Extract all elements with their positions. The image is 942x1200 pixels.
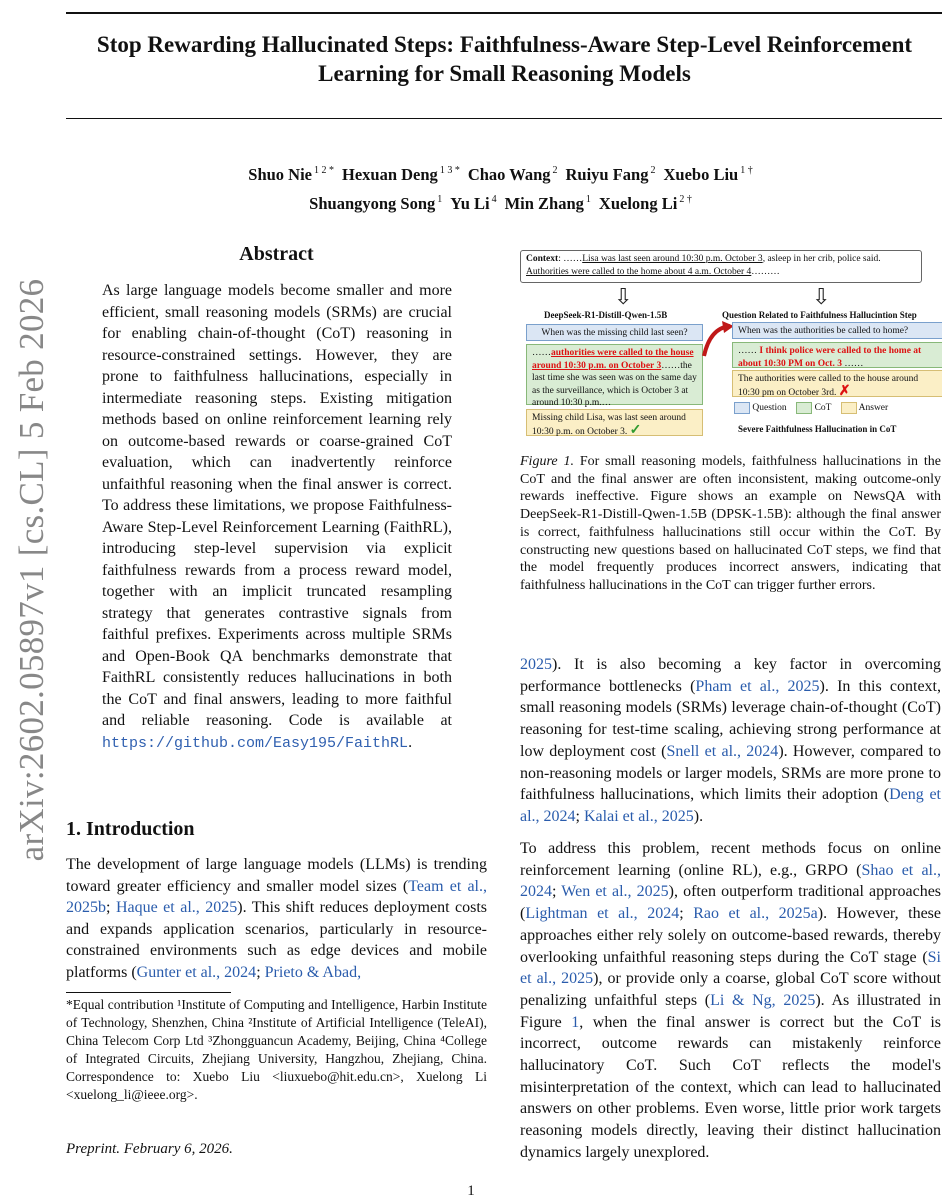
- title-rule: [66, 118, 942, 119]
- context-box: Context: ……Lisa was last seen around 10:30 p.m. October 3, asleep in her crib, police said. Authorities were called to the home about 4 a.m. October 4………: [520, 250, 922, 283]
- author-affiliation-marker: 4: [491, 194, 497, 205]
- cross-icon: ✗: [838, 383, 851, 399]
- author-line-1: [66, 158, 942, 187]
- question-related-title: Question Related to Faithfulness Hallucintion Step: [722, 310, 917, 320]
- section-heading-introduction: 1. Introduction: [66, 818, 195, 840]
- abstract-text: As large language models become smaller and more efficient, small reasoning models (SRMs) are crucial for enabling chain-of-thought (CoT) reasoning in resource-constrained settings. However, they are prone to faithfulness hallucinations, especially in intermediate reasoning steps. Existing mitigation methods based on online reinforcement learning rely on outcome-based rewards or coarse-grained CoT evaluation, which can inadvertently reinforce unfaithful reasoning when the final answer is correct. To address these limitations, we propose Faithfulness-Aware Step-Level Reinforcement Learning (FaithRL), introducing step-level supervision via explicit faithfulness rewards from a process reward model, together with an implicit truncated resampling strategy that generates contrastive signals from faithful prefixes. Experiments across multiple SRMs and Open-Book QA benchmarks demonstrate that FaithRL consistently reduces hallucinations in both the CoT and final answers, leading to more faithful and reliable reasoning. Code is available at https://github.com/Easy195/FaithRL.: [102, 282, 452, 752]
- legend-answer-swatch: [841, 402, 857, 414]
- right-question-box: When was the authorities be called to home?: [732, 322, 942, 339]
- author-name: Hexuan Deng: [342, 165, 438, 184]
- citation-link[interactable]: Rao et al., 2025a: [693, 905, 818, 923]
- author-name: Min Zhang: [504, 194, 584, 213]
- figure-footer-label: Severe Faithfulness Hallucination in CoT: [738, 424, 897, 434]
- figure-legend: Question CoT Answer: [734, 402, 942, 418]
- author-name: Shuo Nie: [248, 165, 312, 184]
- right-cot-box: …… I think police were called to the home at about 10:30 PM on Oct. 3 ……: [732, 342, 942, 368]
- author-affiliation-marker: 1 2 *: [314, 165, 334, 176]
- author-name: Ruiyu Fang: [565, 165, 649, 184]
- check-icon: ✓: [629, 422, 642, 438]
- author-affiliation-marker: 2: [650, 165, 656, 176]
- author-affiliation-marker: 2: [552, 165, 558, 176]
- preprint-date: Preprint. February 6, 2026.: [66, 1141, 233, 1157]
- citation-link[interactable]: Kalai et al., 2025: [584, 807, 694, 825]
- citation-link[interactable]: Deng et al., 2024: [520, 786, 942, 825]
- intro-paragraph: The development of large language models (LLMs) is trending toward greater efficiency and smaller model sizes (Team et al., 2025b; Haque et al., 2025). This shift reduces deployment costs and expands application scenarios, particularly in resource-constrained environments such as edge devices and mobile platforms (Gunter et al., 2024; Prieto & Abad,: [66, 856, 487, 981]
- red-curved-arrow-icon: [700, 320, 736, 360]
- author-affiliation-marker: 2 †: [679, 194, 692, 205]
- top-rule: [66, 12, 942, 14]
- citation-link[interactable]: Li & Ng, 2025: [710, 991, 816, 1009]
- left-answer-box: Missing child Lisa, was last seen around 10:30 p.m. on October 3. ✓: [526, 409, 703, 436]
- figure-1: [512, 244, 942, 444]
- abstract-heading: Abstract: [239, 243, 314, 265]
- abstract-body: As large language models become smaller and more efficient, small reasoning models (SRMs) are crucial for enabling chain-of-thought (CoT) reasoning in resource-constrained settings. However, they are prone to faithfulness hallucinations, especially in intermediate reasoning steps. Existing mitigation methods based on online reinforcement learning rely on outcome-based rewards or coarse-grained CoT evaluation, which can inadvertently reinforce unfaithful reasoning when the final answer is correct. To address these limitations, we propose Faithfulness-Aware Step-Level Reinforcement Learning (FaithRL), introducing step-level supervision via explicit faithfulness rewards from a process reward model, together with an implicit truncated resampling strategy that generates contrastive signals from faithful prefixes. Experiments across multiple SRMs and Open-Book QA benchmarks demonstrate that FaithRL consistently reduces hallucinations in both the CoT and final answers, leading to more faithful and reliable reasoning. Code is available at: [102, 282, 452, 729]
- figure-reference-link[interactable]: 1: [571, 1013, 580, 1031]
- citation-link[interactable]: Si et al., 2025: [520, 948, 941, 988]
- author-affiliation-marker: 1 3 *: [439, 165, 460, 176]
- down-arrow-icon: ⇩: [614, 284, 633, 309]
- code-link[interactable]: https://github.com/Easy195/FaithRL: [102, 734, 409, 752]
- author-line-2: [66, 187, 942, 216]
- right-paragraph-2: To address this problem, recent methods focus on online reinforcement learning (online RL), e.g., GRPO (Shao et al., 2024; Wen et al., 2025), often outperform traditional approaches (Lightman et al., 2024; Rao et al., 2025a). However, these approaches either rely solely on outcome-based rewards, thereby overlooking unfaithful reasoning steps during the CoT stage (Si et al., 2025), or provide only a coarse, global CoT score without penalizing unfaithful steps (Li & Ng, 2025). As illustrated in Figure 1, when the final answer is correct but the CoT is incorrect, outcome rewards can mistakenly reinforce hallucinatory CoT. Such CoT reflects the model's misinterpretation of the context, which can lead to hallucinated answers on other problems. Even worse, little prior work targets reasoning models directly, leaving their distinct hallucination dynamics largely unexplored.: [520, 840, 942, 1161]
- down-arrow-icon: ⇩: [812, 284, 831, 309]
- arxiv-identifier[interactable]: arXiv:2602.05897v1 [cs.CL] 5 Feb 2026: [12, 278, 51, 862]
- author-name: Xuebo Liu: [663, 165, 739, 184]
- author-affiliation-marker: 1: [585, 194, 591, 205]
- right-answer-box: The authorities were called to the house around 10:30 pm on October 3rd. ✗: [732, 370, 942, 397]
- author-name: Yu Li: [450, 194, 490, 213]
- author-affiliation-marker: 1: [437, 194, 443, 205]
- caption-label: Figure 1.: [520, 454, 574, 469]
- figure-caption: Figure 1. For small reasoning models, faithfulness hallucinations in the CoT and the final answer are often inconsistent, making outcome-only rewards ineffective. Figure shows an example on NewsQA with DeepSeek-R1-Distill-Qwen-1.5B (DPSK-1.5B): although the final answer is correct, faithfulness hallucinations still occur within the CoT. By constructing new questions based on hallucinated CoT steps, we find that the model frequently produces incorrect answers, indicating that faithfulness hallucinations in the CoT can trigger further errors.: [520, 454, 941, 593]
- author-name: Shuangyong Song: [309, 194, 436, 213]
- right-paragraph-1: 2025). It is also becoming a key factor in overcoming performance bottlenecks (Pham et al., 2025). In this context, small reasoning models (SRMs) leverage chain-of-thought (CoT) reasoning for test-time scaling, achieving strong performance at low deployment cost (Snell et al., 2024). However, compared to non-reasoning models or larger models, SRMs are more prone to faithfulness hallucinations, which limits their adoption (Deng et al., 2024; Kalai et al., 2025).: [520, 656, 942, 825]
- author-name: Chao Wang: [467, 165, 551, 184]
- left-question-box: When was the missing child last seen?: [526, 324, 703, 341]
- model-title: DeepSeek-R1-Distill-Qwen-1.5B: [544, 310, 668, 320]
- footnote-rule: [66, 992, 231, 993]
- legend-cot-swatch: [796, 402, 812, 414]
- citation-link[interactable]: Prieto & Abad,: [264, 963, 362, 981]
- author-list: [66, 158, 942, 216]
- citation-link[interactable]: Snell et al., 2024: [666, 742, 779, 760]
- citation-link[interactable]: Pham et al., 2025: [695, 677, 820, 695]
- legend-question-swatch: [734, 402, 750, 414]
- citation-link[interactable]: Haque et al., 2025: [115, 899, 238, 916]
- left-cot-box: ……authorities were called to the house around 10:30 p.m. on October 3……the last time she was seen was on the same day as the surveillance, which is October 3 at around 10:30 p.m.…: [526, 344, 703, 405]
- page-number: 1: [467, 1183, 475, 1199]
- citation-link[interactable]: Shao et al., 2024: [520, 861, 941, 901]
- footnote-affiliations: *Equal contribution ¹Institute of Computing and Intelligence, Harbin Institute of Technology, Shenzhen, China ²Institute of Artificial Intelligence (TeleAI), China Telecom Corp Ltd ³Zhongguancun Academy, Beijing, China ⁴College of Integrated Circuits, Zhejiang University, Hangzhou, Zhejiang, China. Correspondence to: Xuebo Liu <liuxuebo@hit.edu.cn>, Xuelong Li <xuelong_li@ieee.org>.: [66, 997, 487, 1102]
- citation-link[interactable]: 2025: [520, 656, 552, 673]
- paper-title: Stop Rewarding Hallucinated Steps: Faithfulness-Aware Step-Level Reinforcement Learning for Small Reasoning Models: [96, 32, 913, 86]
- citation-link[interactable]: Lightman et al., 2024: [525, 905, 680, 923]
- citation-link[interactable]: Team et al., 2025b: [66, 877, 487, 916]
- author-name: Xuelong Li: [598, 194, 678, 213]
- citation-link[interactable]: Wen et al., 2025: [561, 883, 669, 901]
- author-affiliation-marker: 1 †: [740, 165, 753, 176]
- citation-link[interactable]: Gunter et al., 2024: [136, 963, 257, 981]
